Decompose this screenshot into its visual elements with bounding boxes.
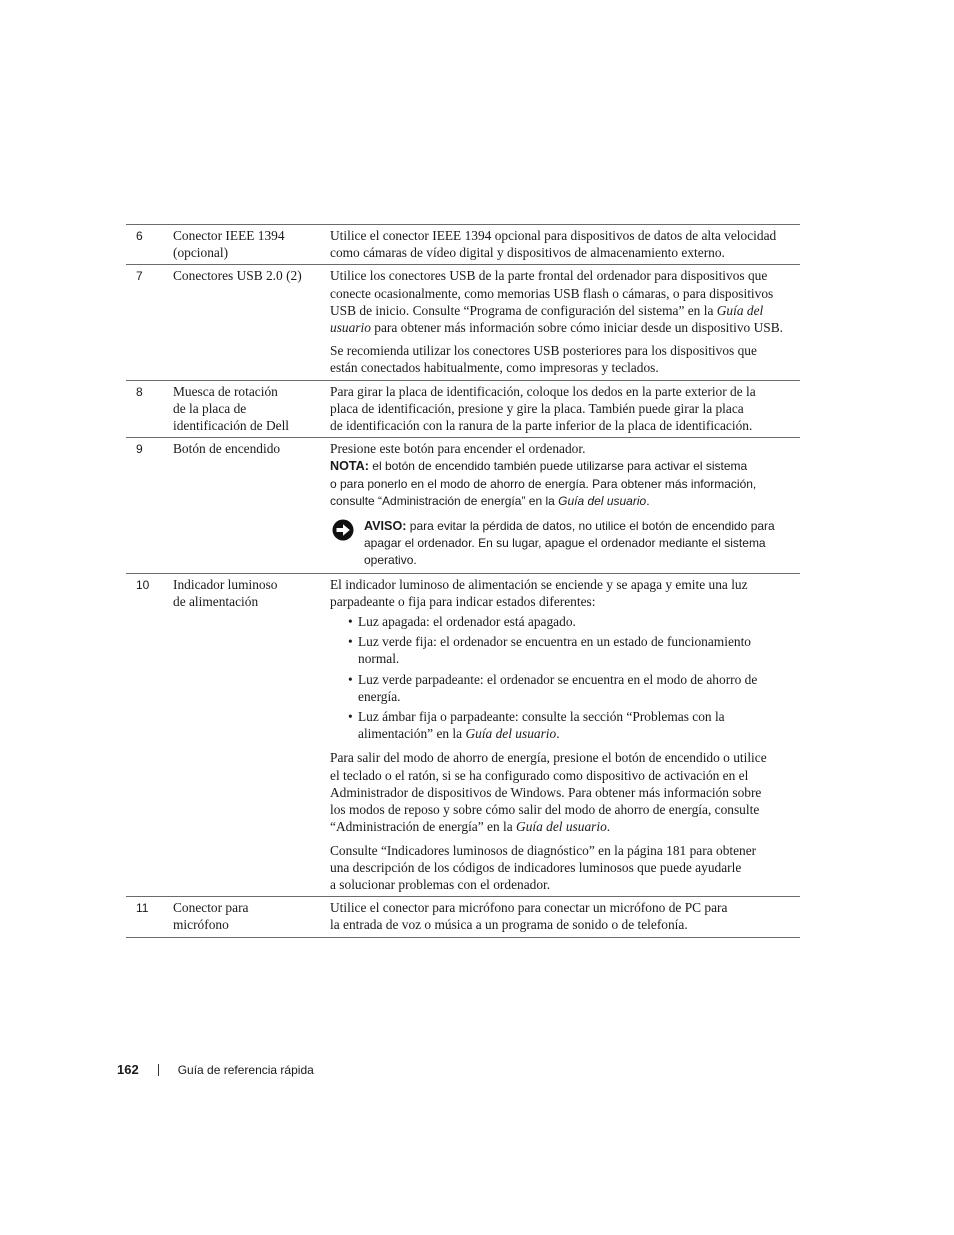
footer-divider (158, 1064, 159, 1076)
item-number: 11 (136, 901, 149, 916)
paragraph: Utilice los conectores USB de la parte frontal del ordenador para dispositivos que conecte ocasionalmente, como memorias USB flash o cámaras, o para dispositivos USB de inicio. Consulte “Programa de configuración del sistema” en la Guía del usuario para obtener más información sobre cómo iniciar desde un dispositivo USB. (330, 268, 783, 336)
item-description (330, 265, 800, 380)
item-description: Para girar la placa de identificación, coloque los dedos en la parte exterior de la placa de identificación, presione y gire la placa. También puede girar la placa de identificación con la ranura de la parte inferior de la placa de identificación. (330, 383, 756, 434)
notice: AVISO: para evitar la pérdida de datos, no utilice el botón de encendido para apagar el ordenador. En su lugar, apague el ordenador mediante el sistema operativo. (330, 518, 800, 570)
item-description: Utilice el conector IEEE 1394 opcional para dispositivos de datos de alta velocidad como cámaras de vídeo digital y dispositivos de almacenamiento externo. (330, 228, 777, 261)
status-list (330, 613, 800, 742)
table-row (126, 380, 800, 438)
paragraph: Consulte “Indicadores luminosos de diagnóstico” en la página 181 para obtener una descripción de los códigos de indicadores luminosos que puede ayudarle a solucionar problemas con el ordenador. (330, 842, 757, 892)
item-description: El indicador luminoso de alimentación se enciende y se apaga y emite una luz parpadeante o fija para indicar estados diferentes: • Luz apagada: el ordenador está apagado. • Luz verde fija: el ordenador se encuentra en un estado de funcionamiento normal. • Luz verde parpadeante: el ordenador se encuentra en el modo de ahorro de energía. • Luz ámbar fija o parpadeante: consulte la sección “Problemas con la alimentación” en la Guía del usuario. Para salir del modo de ahorro de energía, presione el botón de encendido o utilice el teclado o el ratón, si se ha configurado como dispositivo de activación en el Administrador de dispositivos de Windows. Para obtener más información sobre los modos de reposo y sobre cómo salir del modo de ahorro de energía, consulte “Administración de energía” en la Guía del usuario. Consulte “Indicadores luminosos de diagnóstico” en la página 181 para obtener una descripción de los códigos de indicadores luminosos que puede ayudarle a solucionar problemas con el ordenador. (330, 573, 800, 896)
paragraph: Para salir del modo de ahorro de energía, presione el botón de encendido o utilice el teclado o el ratón, si se ha configurado como dispositivo de activación en el Administrador de dispositivos de Windows. Para obtener más información sobre los modos de reposo y sobre cómo salir del modo de ahorro de energía, consulte “Administración de energía” en la Guía del usuario. (330, 750, 767, 835)
item-number: 8 (136, 384, 143, 399)
table-row (126, 265, 800, 380)
table-row (126, 225, 800, 265)
table-row (126, 438, 800, 573)
notice-arrow-icon (332, 519, 354, 541)
table-row (126, 573, 800, 896)
item-description: Presione este botón para encender el ordenador. NOTA: el botón de encendido también puede utilizarse para activar el sistema o para ponerlo en el modo de ahorro de energía. Para obtener más información, consulte “Administración de energía” en la Guía del usuario. AVISO: para evitar la pérdida de datos, no utilice el botón de encendido para apagar el ordenador. En su lugar, apague el ordenador mediante el sistema operativo. (330, 438, 800, 573)
guide-reference: Guía del usuario (465, 726, 557, 742)
note-label: NOTA: (330, 459, 369, 474)
document-title: Guía de referencia rápida (177, 1063, 314, 1077)
item-number: 9 (136, 442, 143, 457)
guide-reference: Guía del usuario (516, 819, 607, 835)
guide-reference: Guía del usuario (330, 302, 764, 336)
guide-reference: Guía del usuario (558, 493, 647, 508)
item-name: Conectores USB 2.0 (2) (173, 268, 302, 284)
list-item: • Luz ámbar fija o parpadeante: consulte la sección “Problemas con la alimentación” en la Guía del usuario. (348, 708, 800, 742)
list-item: • Luz apagada: el ordenador está apagado. (348, 613, 800, 630)
table-row (126, 897, 800, 937)
list-item: • Luz verde parpadeante: el ordenador se encuentra en el modo de ahorro de energía. (348, 671, 800, 705)
item-name: Botón de encendido (173, 441, 281, 457)
item-number: 10 (136, 577, 150, 592)
item-name: Muesca de rotación de la placa de identificación de Dell (173, 383, 290, 434)
page-number: 162 (117, 1062, 139, 1077)
item-description: Utilice el conector para micrófono para conectar un micrófono de PC para la entrada de voz o música a un programa de sonido o de telefonía. (330, 900, 728, 933)
item-name: Conector para micrófono (173, 900, 249, 933)
item-name: Indicador luminoso de alimentación (173, 576, 278, 609)
item-number: 6 (136, 229, 143, 243)
page-footer (117, 1061, 314, 1079)
connector-table (126, 224, 800, 938)
item-name: Conector IEEE 1394 (opcional) (173, 228, 285, 261)
note: NOTA: el botón de encendido también puede utilizarse para activar el sistema o para ponerlo en el modo de ahorro de energía. Para obtener más información, consulte “Administración de energía” en la Guía del usuario. (330, 459, 757, 508)
notice-label: AVISO: (364, 519, 407, 534)
list-item: • Luz verde fija: el ordenador se encuentra en un estado de funcionamiento normal. (348, 633, 800, 667)
item-number: 7 (136, 269, 143, 284)
paragraph: Se recomienda utilizar los conectores USB posteriores para los dispositivos que están conectados habitualmente, como impresoras y teclados. (330, 343, 757, 376)
